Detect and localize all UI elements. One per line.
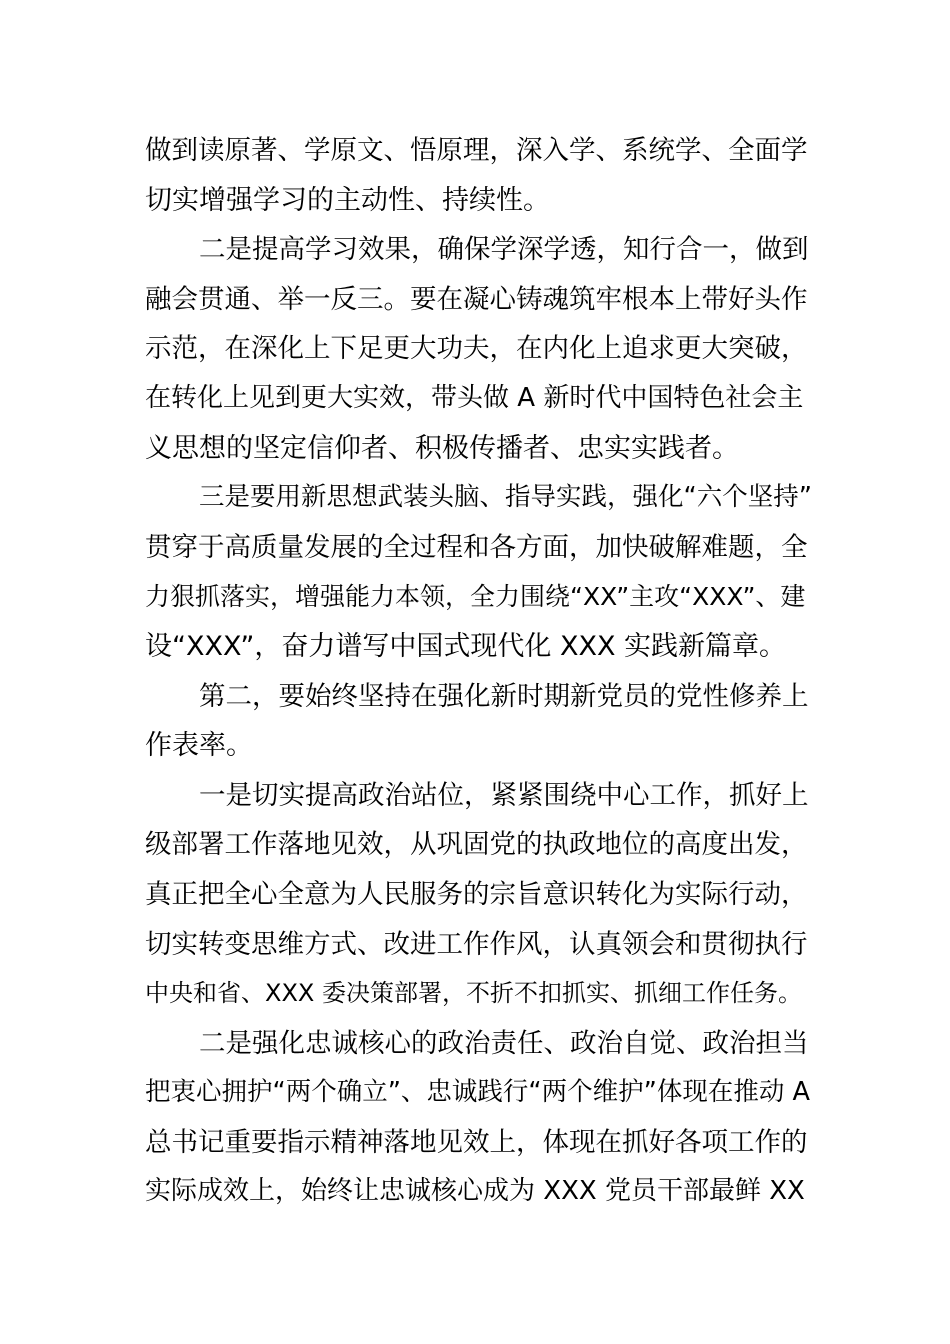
text-line: 设“XXX”，奋力谱写中国式现代化 XXX 实践新篇章。 [145, 630, 787, 662]
text-line: 切实转变思维方式、改进工作作风，认真领会和贯彻执行 [145, 928, 808, 960]
text-line: 在转化上见到更大实效，带头做 A 新时代中国特色社会主 [145, 382, 804, 413]
text-line: 做到读原著、学原文、悟原理，深入学、系统学、全面学 [145, 135, 808, 166]
text-line: 贯穿于高质量发展的全过程和各方面，加快破解难题，全 [145, 531, 808, 563]
text-line: 示范，在深化上下足更大功夫，在内化上追求更大突破， [145, 333, 808, 365]
text-line: 实际成效上，始终让忠诚核心成为 XXX 党员干部最鲜 XX [145, 1176, 805, 1207]
paragraph-start-line: 一是切实提高政治站位，紧紧围绕中心工作，抓好上 [199, 779, 809, 811]
paragraph-start-line: 第二，要始终坚持在强化新时期新党员的党性修养上 [199, 680, 809, 712]
text-line: 中央和省、XXX 委决策部署，不折不扣抓实、抓细工作任务。 [145, 979, 802, 1008]
text-line: 把衷心拥护“两个确立”、忠诚践行“两个维护”体现在推动 A [145, 1077, 810, 1108]
text-line: 融会贯通、举一反三。要在凝心铸魂筑牢根本上带好头作 [145, 283, 808, 315]
text-line: 力狠抓落实，增强能力本领，全力围绕“XX”主攻“XXX”、建 [145, 582, 806, 612]
text-line: 真正把全心全意为人民服务的宗旨意识转化为实际行动， [145, 878, 808, 910]
paragraph-start-line: 二是强化忠诚核心的政治责任、政治自觉、政治担当 [199, 1027, 809, 1059]
paragraph-start-line: 三是要用新思想武装头脑、指导实践，强化“六个坚持” [199, 482, 812, 513]
paragraph-start-line: 二是提高学习效果，确保学深学透，知行合一，做到 [199, 234, 809, 266]
text-line: 总书记重要指示精神落地见效上，体现在抓好各项工作的 [145, 1126, 808, 1158]
document-body [145, 126, 815, 1217]
text-line: 级部署工作落地见效，从巩固党的执政地位的高度出发， [145, 829, 808, 861]
text-line: 作表率。 [145, 730, 253, 762]
text-line: 切实增强学习的主动性、持续性。 [145, 184, 550, 216]
text-line: 义思想的坚定信仰者、积极传播者、忠实实践者。 [145, 432, 739, 464]
